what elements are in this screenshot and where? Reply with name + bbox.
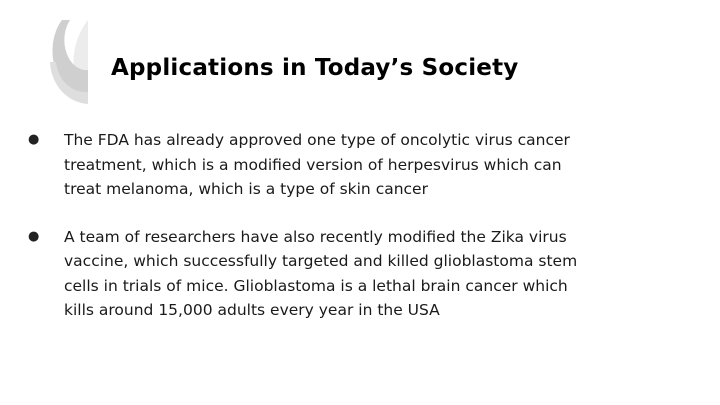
bullet-dot-icon: ●	[28, 132, 40, 147]
bullet-dot-icon: ●	[28, 228, 40, 244]
bullet-item-zika	[0, 225, 594, 323]
bullet-item-fda	[0, 128, 594, 202]
bullet-text: The FDA has already approved one type of oncolytic virus cancer treatment, which is a modified version of herpesvirus which can treat melanoma, which is a type of skin cancer	[64, 131, 570, 198]
slide-title: Applications in Today’s Society	[111, 55, 519, 81]
bullet-text: A team of researchers have also recently modified the Zika virus vaccine, which successfully targeted and killed glioblastoma stem cells in trials of mice. Glioblastoma is a lethal brain cancer which kills around 15,000 adults every year in the USA	[64, 227, 578, 319]
bullet-list	[0, 128, 720, 346]
corner-decoration	[0, 0, 100, 110]
